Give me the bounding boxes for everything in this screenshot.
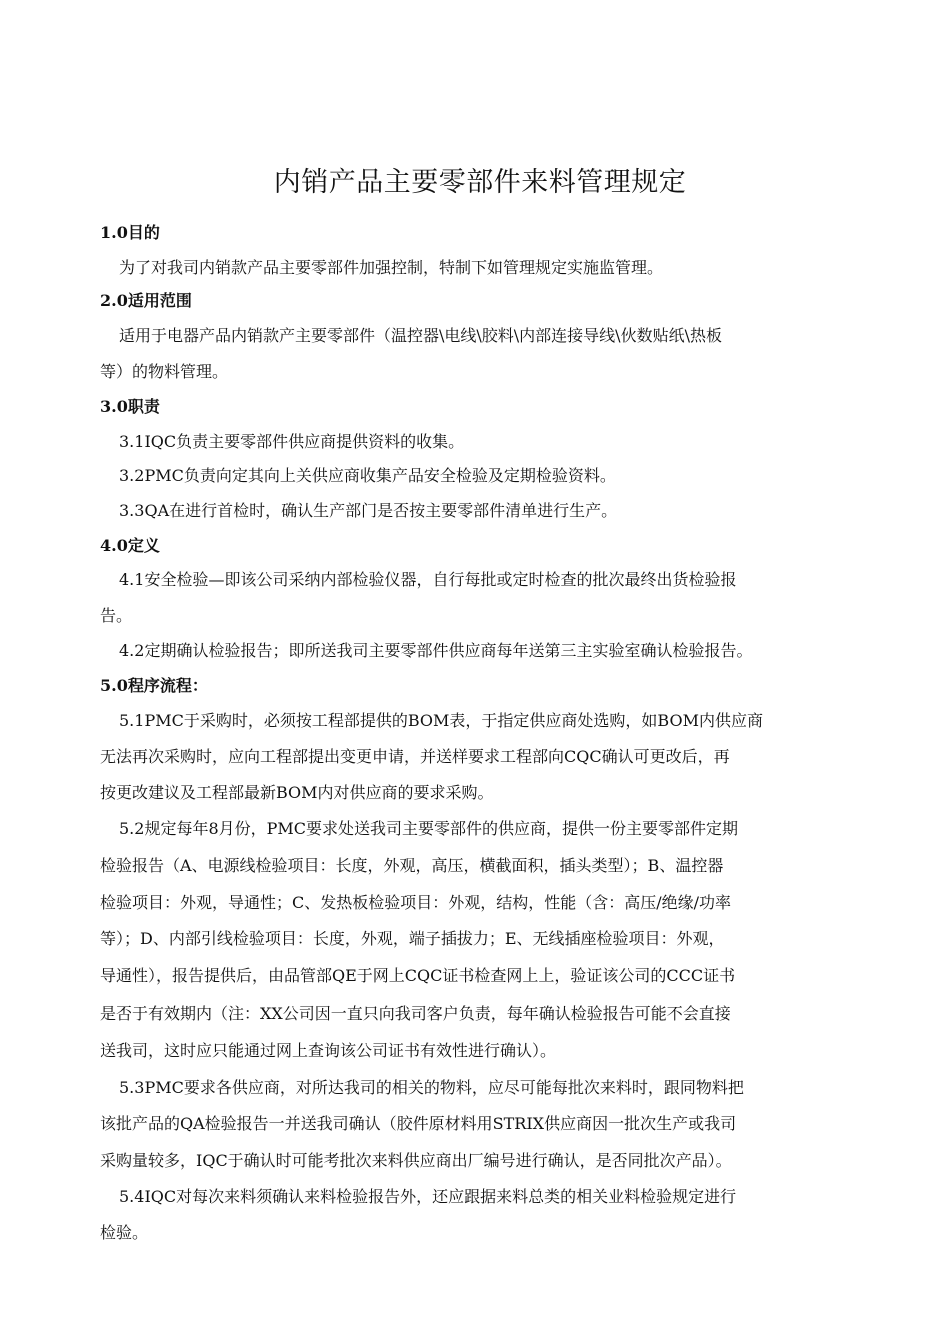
body-line: 按更改建议及工程部最新BOM内对供应商的要求采购。 bbox=[100, 783, 494, 802]
body-line: 无法再次采购时，应向工程部提出变更申请，并送样要求工程部向CQC确认可更改后，再 bbox=[100, 747, 730, 766]
body-line: 导通性），报告提供后，由品管部QE于网上CQC证书检查网上上，验证该公司的CCC证书 bbox=[100, 966, 736, 985]
body-line: 检验项目：外观，导通性；C、发热板检验项目：外观，结构，性能（含：高压/绝缘/功率 bbox=[100, 893, 732, 912]
body-line: 告。 bbox=[100, 606, 133, 625]
document-title: 内销产品主要零部件来料管理规定 bbox=[273, 167, 687, 198]
body-line: 为了对我司内销款产品主要零部件加强控制，特制下如管理规定实施监管理。 bbox=[119, 258, 664, 277]
body-line: 5.2规定每年8月份，PMC要求处送我司主要零部件的供应商，提供一份主要零部件定期 bbox=[119, 819, 739, 838]
body-line: 等）；D、内部引线检验项目：长度，外观，端子插拔力；E、无线插座检验项目：外观， bbox=[100, 929, 725, 948]
body-line: 是否于有效期内（注：XX公司因一直只向我司客户负责，每年确认检验报告可能不会直接 bbox=[100, 1004, 731, 1023]
section-heading-definitions: 4.0定义 bbox=[100, 536, 160, 555]
body-line: 5.4IQC对每次来料须确认来料检验报告外，还应跟据来料总类的相关业料检验规定进行 bbox=[119, 1187, 737, 1206]
body-line: 检验报告（A、电源线检验项目：长度，外观，高压，横截面积，插头类型）；B、温控器 bbox=[100, 856, 724, 875]
section-heading-purpose: 1.0目的 bbox=[100, 223, 160, 242]
body-line: 等）的物料管理。 bbox=[100, 362, 229, 381]
body-line: 5.3PMC要求各供应商，对所达我司的相关的物料，应尽可能每批次来料时，跟同物料把 bbox=[119, 1078, 744, 1097]
body-line: 3.3QA在进行首检时，确认生产部门是否按主要零部件清单进行生产。 bbox=[119, 501, 618, 520]
body-line: 检验。 bbox=[100, 1223, 149, 1242]
body-line: 采购量较多，IQC于确认时可能考批次来料供应商出厂编号进行确认，是否同批次产品）。 bbox=[100, 1151, 732, 1170]
section-heading-scope: 2.0适用范围 bbox=[100, 291, 192, 310]
body-line: 该批产品的QA检验报告一并送我司确认（胶件原材料用STRIX供应商因一批次生产或我司 bbox=[100, 1114, 737, 1133]
section-heading-responsibilities: 3.0职责 bbox=[100, 397, 160, 416]
body-line: 3.1IQC负责主要零部件供应商提供资料的收集。 bbox=[119, 432, 465, 451]
body-line: 4.2定期确认检验报告；即所送我司主要零部件供应商每年送第三主实验室确认检验报告。 bbox=[119, 641, 753, 660]
body-line: 3.2PMC负责向定其向上关供应商收集产品安全检验及定期检验资料。 bbox=[119, 466, 616, 485]
section-heading-procedure: 5.0程序流程： bbox=[100, 676, 208, 695]
body-line: 送我司，这时应只能通过网上查询该公司证书有效性进行确认）。 bbox=[100, 1041, 557, 1060]
body-line: 4.1安全检验—即该公司采纳内部检验仪器，自行每批或定时检查的批次最终出货检验报 bbox=[119, 570, 737, 589]
body-line: 适用于电器产品内销款产主要零部件（温控器\电线\胶料\内部连接导线\伙数贴纸\热板 bbox=[119, 326, 722, 345]
body-line: 5.1PMC于采购时，必须按工程部提供的BOM表，于指定供应商处选购，如BOM内供应商 bbox=[119, 711, 763, 730]
